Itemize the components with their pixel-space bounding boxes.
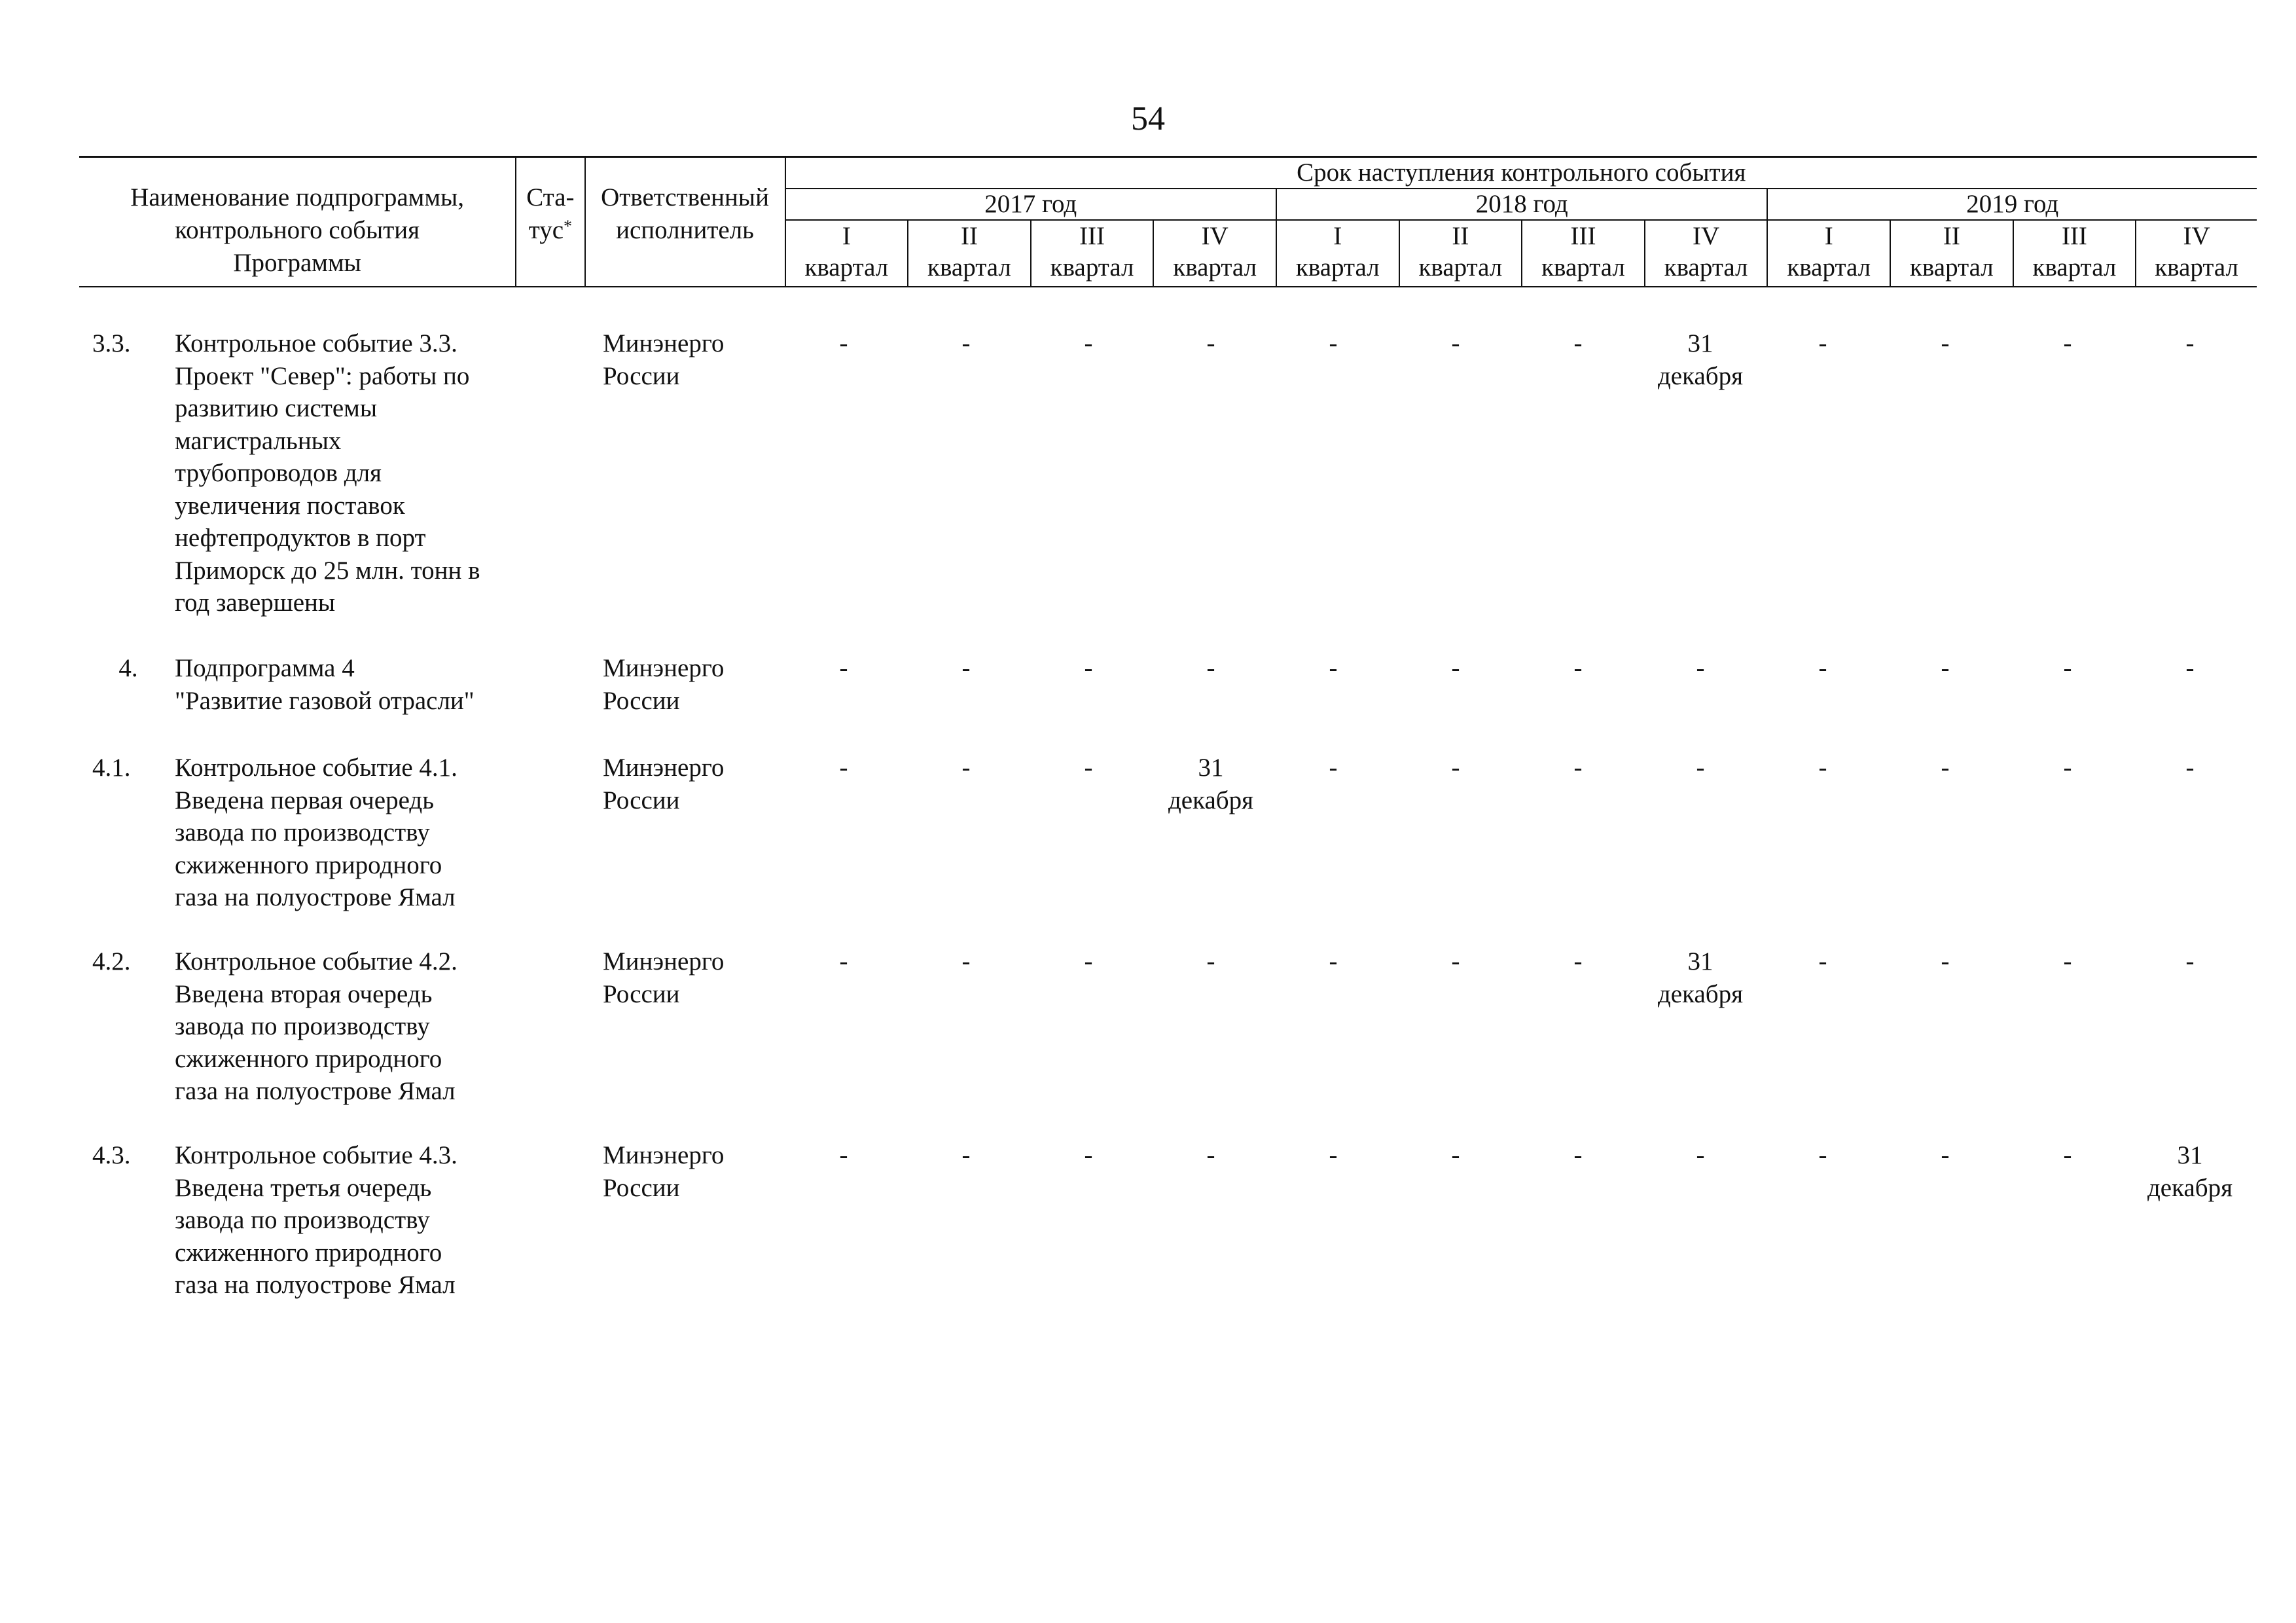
row-quarter-11 xyxy=(2007,945,2128,978)
row-responsible-line: Минэнерго xyxy=(603,654,725,682)
header-quarter-word: квартал xyxy=(1909,253,1994,282)
row-quarter-value: - xyxy=(1941,754,1950,782)
header-quarter-word: квартал xyxy=(1664,253,1748,282)
header-quarter-numeral: III xyxy=(2061,222,2087,250)
row-number: 4.2. xyxy=(92,947,131,976)
row-quarter-value: - xyxy=(2185,654,2195,682)
row-name-line: магистральных xyxy=(175,426,342,455)
row-quarter-value: - xyxy=(1451,329,1460,357)
row-quarter-10 xyxy=(1884,652,2006,685)
row-quarter-4 xyxy=(1150,945,1272,978)
row-quarter-10 xyxy=(1884,945,2006,978)
row-quarter-value: - xyxy=(1206,329,1215,357)
row-quarter-10 xyxy=(1884,752,2006,784)
row-quarter-value: - xyxy=(1818,654,1827,682)
row-name-line: газа на полуострове Ямал xyxy=(175,1077,456,1105)
row-quarter-1 xyxy=(783,652,905,685)
row-name-line: сжиженного природного xyxy=(175,1044,442,1073)
row-responsible xyxy=(603,945,799,1010)
row-quarter-5 xyxy=(1272,327,1394,360)
row-quarter-7 xyxy=(1517,752,1639,784)
header-quarter-numeral: II xyxy=(1452,222,1469,250)
row-responsible xyxy=(603,1139,799,1204)
row-quarter-3 xyxy=(1028,652,1149,685)
row-responsible-line: Минэнерго xyxy=(603,754,725,782)
header-year-2018: 2018 год xyxy=(1276,189,1767,220)
row-quarter-4 xyxy=(1150,327,1272,360)
row-quarter-7 xyxy=(1517,327,1639,360)
row-name xyxy=(175,327,594,619)
row-quarter-5 xyxy=(1272,1139,1394,1172)
row-quarter-2 xyxy=(905,652,1027,685)
header-quarter-word: квартал xyxy=(1418,253,1503,282)
row-name-line: сжиженного природного xyxy=(175,850,442,879)
header-quarter-9 xyxy=(1767,220,1890,287)
row-name-line: Проект "Север": работы по xyxy=(175,361,470,390)
header-responsible-column xyxy=(585,157,785,287)
row-responsible-line: России xyxy=(603,979,680,1008)
row-quarter-value: - xyxy=(1451,754,1460,782)
row-quarter-7 xyxy=(1517,945,1639,978)
header-status-line-1: Ста- xyxy=(526,183,575,211)
row-quarter-10 xyxy=(1884,327,2006,360)
row-quarter-9 xyxy=(1762,1139,1884,1172)
header-quarter-word: квартал xyxy=(1787,253,1871,282)
row-quarter-value: - xyxy=(839,329,848,357)
row-quarter-2 xyxy=(905,752,1027,784)
header-quarter-numeral: II xyxy=(1943,222,1960,250)
row-number: 4. xyxy=(118,654,138,682)
header-quarter-word: квартал xyxy=(1050,253,1134,282)
row-quarter-value: - xyxy=(1084,329,1093,357)
row-quarter-value: - xyxy=(1573,947,1583,976)
header-quarter-numeral: IV xyxy=(1201,222,1229,250)
row-quarter-1 xyxy=(783,1139,905,1172)
row-quarter-4 xyxy=(1150,752,1272,816)
row-quarter-value: - xyxy=(961,754,971,782)
header-quarter-numeral: I xyxy=(842,222,851,250)
row-quarter-value: - xyxy=(1329,754,1338,782)
header-quarter-4 xyxy=(1153,220,1276,287)
page-number: 54 xyxy=(1131,100,1165,137)
header-quarter-numeral: I xyxy=(1824,222,1833,250)
row-name-line: "Развитие газовой отрасли" xyxy=(175,686,475,715)
header-quarter-word: квартал xyxy=(927,253,1011,282)
row-quarter-2 xyxy=(905,1139,1027,1172)
row-number: 4.1. xyxy=(92,754,131,782)
header-quarter-1 xyxy=(785,220,908,287)
row-name-line: трубопроводов для xyxy=(175,459,382,487)
row-quarter-12 xyxy=(2129,652,2251,685)
row-quarter-value: - xyxy=(1206,947,1215,976)
row-quarter-4 xyxy=(1150,652,1272,685)
row-quarter-value: - xyxy=(2185,947,2195,976)
header-responsible-line-1: Ответственный xyxy=(601,183,769,211)
row-quarter-value: 31 xyxy=(1687,947,1713,976)
row-quarter-value: - xyxy=(1329,1141,1338,1169)
row-quarter-value: - xyxy=(1818,947,1827,976)
row-quarter-value: - xyxy=(961,947,971,976)
header-quarter-2 xyxy=(908,220,1031,287)
row-quarter-11 xyxy=(2007,652,2128,685)
row-quarter-8 xyxy=(1640,327,1761,392)
row-name-line: завода по производству xyxy=(175,1012,430,1040)
row-quarter-value: - xyxy=(839,754,848,782)
header-quarter-word: квартал xyxy=(2032,253,2117,282)
row-quarter-1 xyxy=(783,327,905,360)
row-quarter-value: - xyxy=(961,654,971,682)
header-quarter-word: квартал xyxy=(1173,253,1257,282)
header-deadline-title: Срок наступления контрольного события xyxy=(785,157,2257,189)
row-quarter-5 xyxy=(1272,652,1394,685)
header-quarter-12 xyxy=(2136,220,2257,287)
row-quarter-value: - xyxy=(839,1141,848,1169)
row-quarter-9 xyxy=(1762,652,1884,685)
row-quarter-3 xyxy=(1028,752,1149,784)
row-quarter-7 xyxy=(1517,1139,1639,1172)
row-quarter-value: 31 xyxy=(1198,754,1224,782)
row-quarter-value: - xyxy=(1941,654,1950,682)
row-quarter-1 xyxy=(783,945,905,978)
row-quarter-value: - xyxy=(1084,1141,1093,1169)
header-quarter-word: квартал xyxy=(1541,253,1625,282)
row-quarter-value: декабря xyxy=(2147,1173,2233,1202)
row-number: 3.3. xyxy=(92,329,131,357)
row-quarter-12 xyxy=(2129,327,2251,360)
header-quarter-11 xyxy=(2013,220,2136,287)
header-quarter-word: квартал xyxy=(2155,253,2238,282)
header-quarter-numeral: III xyxy=(1570,222,1596,250)
row-quarter-value: - xyxy=(1573,329,1583,357)
row-quarter-value: - xyxy=(2063,1141,2072,1169)
table-header xyxy=(79,156,2257,287)
row-quarter-6 xyxy=(1395,652,1516,685)
row-quarter-value: - xyxy=(1451,947,1460,976)
header-quarter-10 xyxy=(1890,220,2013,287)
header-quarter-6 xyxy=(1399,220,1522,287)
row-number: 4.3. xyxy=(92,1141,131,1169)
header-name-line-2: контрольного события xyxy=(175,216,420,244)
row-quarter-value: - xyxy=(1941,947,1950,976)
row-quarter-1 xyxy=(783,752,905,784)
row-quarter-value: 31 xyxy=(2177,1141,2203,1169)
row-quarter-value: - xyxy=(2063,754,2072,782)
header-status-line-2: тус xyxy=(528,216,564,244)
row-responsible xyxy=(603,752,799,816)
row-quarter-8 xyxy=(1640,945,1761,1010)
row-responsible-line: России xyxy=(603,361,680,390)
row-quarter-value: декабря xyxy=(1657,979,1744,1008)
row-responsible-line: России xyxy=(603,786,680,814)
header-quarter-numeral: II xyxy=(960,222,978,250)
row-quarter-value: - xyxy=(2063,329,2072,357)
row-quarter-value: - xyxy=(1818,329,1827,357)
row-quarter-9 xyxy=(1762,752,1884,784)
header-name-line-3: Программы xyxy=(233,249,361,277)
row-responsible xyxy=(603,327,799,392)
row-quarter-value: декабря xyxy=(1657,361,1744,390)
row-responsible-line: Минэнерго xyxy=(603,947,725,976)
row-quarter-value: - xyxy=(1573,754,1583,782)
row-quarter-value: - xyxy=(1696,754,1705,782)
row-responsible-line: России xyxy=(603,1173,680,1202)
header-year-2017: 2017 год xyxy=(785,189,1276,220)
row-quarter-7 xyxy=(1517,652,1639,685)
row-quarter-4 xyxy=(1150,1139,1272,1172)
row-quarter-2 xyxy=(905,327,1027,360)
row-name-line: нефтепродуктов в порт xyxy=(175,524,426,552)
header-status-footnote-mark: * xyxy=(564,217,573,236)
row-quarter-value: - xyxy=(961,1141,971,1169)
row-quarter-value: - xyxy=(1329,329,1338,357)
row-quarter-value: - xyxy=(1573,1141,1583,1169)
row-quarter-11 xyxy=(2007,327,2128,360)
row-responsible-line: России xyxy=(603,686,680,715)
row-quarter-value: - xyxy=(961,329,971,357)
header-quarter-7 xyxy=(1522,220,1645,287)
row-name xyxy=(175,652,594,717)
header-quarter-word: квартал xyxy=(1295,253,1380,282)
row-name-line: развитию системы xyxy=(175,394,378,422)
header-quarter-numeral: IV xyxy=(2183,222,2210,250)
header-quarter-5 xyxy=(1276,220,1399,287)
row-quarter-2 xyxy=(905,945,1027,978)
header-year-2019: 2019 год xyxy=(1767,189,2257,220)
row-quarter-12 xyxy=(2129,945,2251,978)
row-responsible-line: Минэнерго xyxy=(603,329,725,357)
row-name-line: Подпрограмма 4 xyxy=(175,654,355,682)
row-responsible xyxy=(603,652,799,717)
header-name-line-1: Наименование подпрограммы, xyxy=(130,183,464,211)
row-quarter-6 xyxy=(1395,1139,1516,1172)
header-quarter-8 xyxy=(1645,220,1768,287)
row-quarter-9 xyxy=(1762,945,1884,978)
row-responsible-line: Минэнерго xyxy=(603,1141,725,1169)
header-quarter-numeral: I xyxy=(1333,222,1342,250)
header-responsible-line-2: исполнитель xyxy=(616,216,754,244)
row-quarter-8 xyxy=(1640,1139,1761,1172)
row-name-line: газа на полуострове Ямал xyxy=(175,1271,456,1299)
row-quarter-value: - xyxy=(1451,1141,1460,1169)
row-quarter-value: - xyxy=(2185,754,2195,782)
header-quarter-word: квартал xyxy=(804,253,889,282)
row-quarter-value: - xyxy=(1573,654,1583,682)
row-quarter-8 xyxy=(1640,652,1761,685)
header-status-column xyxy=(516,157,584,287)
row-quarter-3 xyxy=(1028,945,1149,978)
row-quarter-6 xyxy=(1395,945,1516,978)
row-name-line: Введена вторая очередь xyxy=(175,979,433,1008)
row-name-line: газа на полуострове Ямал xyxy=(175,883,456,911)
row-quarter-value: 31 xyxy=(1687,329,1713,357)
row-quarter-value: - xyxy=(1329,947,1338,976)
row-name-line: Приморск до 25 млн. тонн в xyxy=(175,556,480,585)
row-name-line: Введена третья очередь xyxy=(175,1173,432,1202)
row-quarter-value: - xyxy=(839,654,848,682)
row-name-line: сжиженного природного xyxy=(175,1238,442,1267)
header-quarter-numeral: III xyxy=(1079,222,1105,250)
header-quarter-3 xyxy=(1031,220,1154,287)
row-name xyxy=(175,752,594,914)
row-quarter-value: - xyxy=(1818,1141,1827,1169)
row-quarter-value: - xyxy=(1818,754,1827,782)
row-quarter-9 xyxy=(1762,327,1884,360)
row-name-line: Контрольное событие 4.2. xyxy=(175,947,457,976)
row-quarter-value: - xyxy=(2063,654,2072,682)
row-quarter-12 xyxy=(2129,1139,2251,1204)
row-quarter-5 xyxy=(1272,945,1394,978)
row-quarter-11 xyxy=(2007,752,2128,784)
row-name-line: Контрольное событие 4.3. xyxy=(175,1141,457,1169)
row-quarter-value: - xyxy=(1084,947,1093,976)
row-name-line: год завершены xyxy=(175,589,336,617)
row-name-line: увеличения поставок xyxy=(175,491,405,520)
row-quarter-value: - xyxy=(1329,654,1338,682)
header-quarter-numeral: IV xyxy=(1693,222,1720,250)
row-quarter-value: - xyxy=(2185,329,2195,357)
row-quarter-value: - xyxy=(1084,654,1093,682)
row-quarter-value: - xyxy=(1206,1141,1215,1169)
row-quarter-12 xyxy=(2129,752,2251,784)
row-quarter-6 xyxy=(1395,327,1516,360)
header-name-column xyxy=(79,157,516,287)
row-name xyxy=(175,1139,594,1302)
row-quarter-3 xyxy=(1028,1139,1149,1172)
row-name-line: Контрольное событие 3.3. xyxy=(175,329,457,357)
row-quarter-value: - xyxy=(839,947,848,976)
row-quarter-value: - xyxy=(1696,1141,1705,1169)
row-name-line: завода по производству xyxy=(175,1206,430,1234)
row-quarter-value: - xyxy=(1941,1141,1950,1169)
row-quarter-value: - xyxy=(1696,654,1705,682)
row-quarter-value: - xyxy=(2063,947,2072,976)
row-quarter-3 xyxy=(1028,327,1149,360)
row-name-line: завода по производству xyxy=(175,818,430,847)
row-quarter-value: декабря xyxy=(1168,786,1254,814)
row-quarter-6 xyxy=(1395,752,1516,784)
row-name-line: Введена первая очередь xyxy=(175,786,434,814)
row-quarter-8 xyxy=(1640,752,1761,784)
row-quarter-11 xyxy=(2007,1139,2128,1172)
row-name xyxy=(175,945,594,1108)
row-quarter-10 xyxy=(1884,1139,2006,1172)
row-quarter-value: - xyxy=(1206,654,1215,682)
row-quarter-value: - xyxy=(1084,754,1093,782)
header-status-line-2-wrap xyxy=(516,214,584,247)
row-quarter-value: - xyxy=(1451,654,1460,682)
row-name-line: Контрольное событие 4.1. xyxy=(175,754,457,782)
row-quarter-value: - xyxy=(1941,329,1950,357)
row-quarter-5 xyxy=(1272,752,1394,784)
